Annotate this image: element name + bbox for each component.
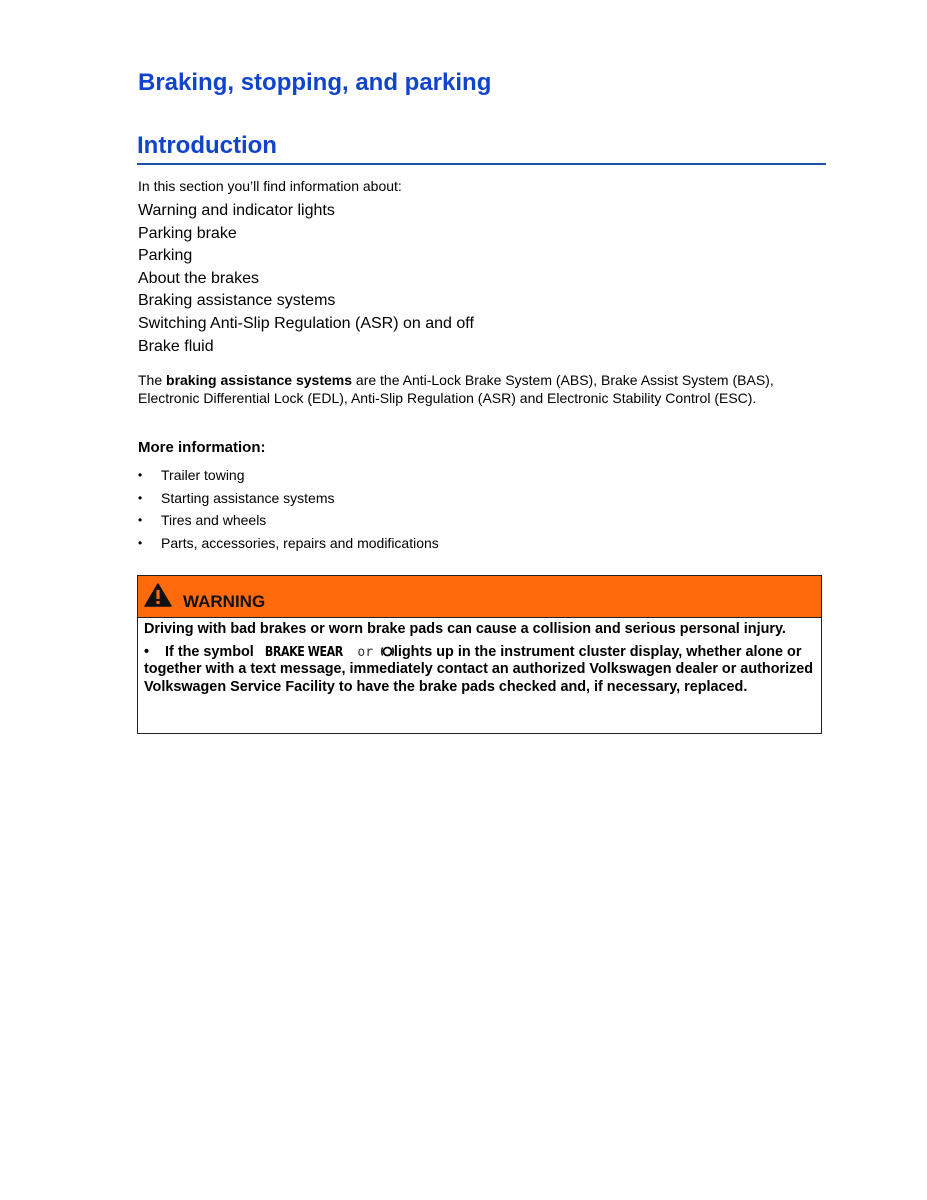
topic-item: Parking brake [138,224,237,242]
more-info-item [138,509,439,532]
assist-paragraph-bold: braking assistance systems [166,372,353,388]
more-info-item-label: Starting assistance systems [161,489,335,506]
chapter-title: Braking, stopping, and parking [138,69,492,96]
more-info-item-label: Trailer towing [161,467,245,483]
bullet-icon: • [138,535,143,550]
warning-lead: Driving with bad brakes or worn brake pads can cause a collision and serious personal injury. [144,621,786,637]
topic-item: Brake fluid [138,337,214,355]
bullet-icon: • [138,513,143,528]
symbol-or-text: or [349,644,381,660]
more-info-item [138,532,439,555]
topic-item: Braking assistance systems [138,292,336,310]
warning-triangle-icon [144,583,172,607]
more-info-item [138,464,439,487]
topic-list [138,200,474,358]
warning-box [137,575,822,734]
more-info-heading: More information: [138,439,266,456]
topic-item: Warning and indicator lights [138,202,335,219]
topic-item: Switching Anti-Slip Regulation (ASR) on and off [138,314,474,332]
warning-item-prefix: If the symbol [165,643,258,660]
more-info-list [138,464,439,554]
bullet-icon: • [138,490,143,505]
warning-item [144,644,814,697]
assist-paragraph [138,372,818,407]
topic-item: About the brakes [138,269,259,287]
bullet-icon: • [144,643,150,660]
warning-label: WARNING [183,592,266,611]
bullet-icon: • [138,468,143,482]
topic-item: Parking [138,247,193,265]
warning-item-suffix: lights up in the instrument cluster display, whether alone or together with a text message, immediately contact an authorized Volkswagen dealer or authorized Volkswagen Service Facility to have the brake pads checked and, if necessary, replaced. [144,643,814,695]
more-info-item-label: Tires and wheels [161,512,267,529]
brake-pad-wear-icon [381,645,394,658]
section-heading: Introduction [137,131,826,165]
more-info-item-label: Parts, accessories, repairs and modifications [161,534,439,551]
assist-paragraph-prefix: The [138,372,167,388]
warning-header [138,576,821,618]
intro-line: In this section you’ll find information about: [138,178,402,194]
brake-wear-symbol-text: BRAKE WEAR [264,644,343,660]
warning-body [144,621,814,696]
assist-paragraph-suffix: are the Anti-Lock Brake System (ABS), Brake Assist System (BAS), Electronic Differential Lock (EDL), Anti-Slip Regulation (ASR) and Electronic Stability Control (ESC). [138,372,774,406]
more-info-item [138,487,439,510]
